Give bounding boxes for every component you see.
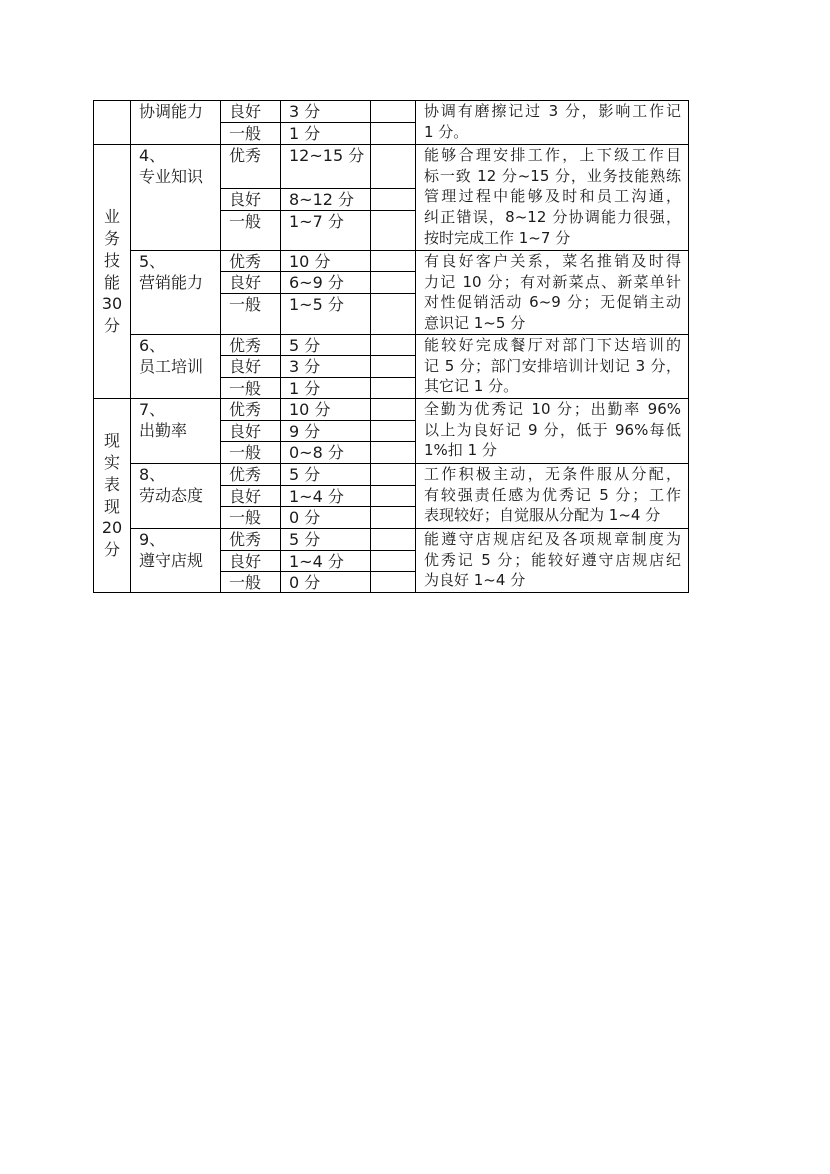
description-cell xyxy=(416,399,689,464)
category-char: 务 xyxy=(103,229,120,249)
grade-level: 良好 xyxy=(221,272,281,294)
item-cell xyxy=(131,145,221,251)
description-line: 全勤为优秀记 10 分；出勤率 96% xyxy=(424,400,681,418)
category-char: 现 xyxy=(103,496,120,516)
grade-level: 优秀 xyxy=(221,529,281,551)
blank-cell xyxy=(371,507,416,529)
blank-cell xyxy=(371,421,416,442)
grade-level: 良好 xyxy=(221,189,281,211)
grade-level: 优秀 xyxy=(221,251,281,272)
grade-score: 8~12 分 xyxy=(281,189,371,211)
grade-score: 5 分 xyxy=(281,335,371,356)
grade-level: 优秀 xyxy=(221,399,281,421)
blank-cell xyxy=(371,572,416,593)
category-char: 现 xyxy=(103,431,120,451)
description-line: 记 5 分；部门安排培训计划记 3 分， xyxy=(424,356,681,375)
item-name: 专业知识 xyxy=(139,167,204,186)
blank-cell xyxy=(371,189,416,211)
grade-level: 优秀 xyxy=(221,145,281,189)
category-char: 分 xyxy=(103,315,120,335)
description-line: 为良好 1~4 分 xyxy=(424,571,526,590)
grade-level: 良好 xyxy=(221,356,281,378)
grade-level: 一般 xyxy=(221,211,281,251)
blank-cell xyxy=(371,551,416,572)
category-cell-empty xyxy=(94,101,131,145)
grade-level: 一般 xyxy=(221,507,281,529)
grade-score: 1~7 分 xyxy=(281,211,371,251)
description-line: 有较强责任感为优秀记 5 分；工作 xyxy=(424,485,681,504)
grade-score: 1 分 xyxy=(281,378,371,399)
category-char: 20 xyxy=(101,518,123,538)
item-cell xyxy=(131,251,221,335)
blank-cell xyxy=(371,272,416,294)
blank-cell xyxy=(371,335,416,356)
item-number: 6、 xyxy=(139,336,166,355)
category-cell xyxy=(94,145,131,399)
table-row xyxy=(94,529,689,551)
grade-level: 一般 xyxy=(221,572,281,593)
blank-cell xyxy=(371,529,416,551)
grade-score: 5 分 xyxy=(281,464,371,486)
description-cell xyxy=(416,251,689,335)
item-cell xyxy=(131,335,221,399)
assessment-table xyxy=(93,100,689,593)
table-row xyxy=(94,335,689,356)
item-name: 协调能力 xyxy=(139,102,204,121)
description-line: 能够合理安排工作，上下级工作目 xyxy=(424,146,681,164)
grade-score: 1 分 xyxy=(281,123,371,145)
blank-cell xyxy=(371,356,416,378)
blank-cell xyxy=(371,145,416,189)
category-char: 业 xyxy=(103,207,120,227)
blank-cell xyxy=(371,294,416,335)
grade-level: 一般 xyxy=(221,378,281,399)
blank-cell xyxy=(371,123,416,145)
item-name: 劳动态度 xyxy=(139,486,204,505)
table-row xyxy=(94,399,689,421)
item-name: 出勤率 xyxy=(139,421,188,440)
item-number: 9、 xyxy=(139,530,166,549)
description-line: 标一致 12 分~15 分，业务技能熟练 xyxy=(424,166,681,185)
grade-score: 0 分 xyxy=(281,572,371,593)
category-cell xyxy=(94,399,131,593)
description-line: 1 分。 xyxy=(424,122,469,141)
description-line: 意识记 1~5 分 xyxy=(424,314,526,333)
item-number: 7、 xyxy=(139,400,166,419)
description-line: 工作积极主动，无条件服从分配， xyxy=(424,465,681,483)
category-char: 能 xyxy=(103,272,120,292)
table-row xyxy=(94,251,689,272)
table-row xyxy=(94,101,689,123)
item-cell xyxy=(131,399,221,464)
grade-level: 良好 xyxy=(221,551,281,572)
table-row xyxy=(94,145,689,189)
grade-score: 0 分 xyxy=(281,507,371,529)
grade-level: 优秀 xyxy=(221,464,281,486)
grade-level: 良好 xyxy=(221,421,281,442)
description-cell xyxy=(416,335,689,399)
blank-cell xyxy=(371,101,416,123)
description-line: 按时完成工作 1~7 分 xyxy=(424,228,571,247)
grade-score: 3 分 xyxy=(281,101,371,123)
item-cell xyxy=(131,101,221,145)
description-line: 协调有磨擦记过 3 分，影响工作记 xyxy=(424,102,681,120)
description-cell xyxy=(416,101,689,145)
description-line: 优秀记 5 分；能较好遵守店规店纪 xyxy=(424,550,681,569)
grade-score: 9 分 xyxy=(281,421,371,442)
description-line: 表现较好；自觉服从分配为 1~4 分 xyxy=(424,506,661,525)
blank-cell xyxy=(371,251,416,272)
description-line: 力记 10 分；有对新菜点、新菜单针 xyxy=(424,272,681,291)
item-number: 5、 xyxy=(139,252,166,271)
item-number: 8、 xyxy=(139,465,166,484)
item-number: 4、 xyxy=(139,146,166,165)
description-line: 1%扣 1 分 xyxy=(424,441,497,460)
blank-cell xyxy=(371,211,416,251)
description-line: 以上为良好记 9 分，低于 96%每低 xyxy=(424,420,681,439)
description-cell xyxy=(416,145,689,251)
description-line: 有良好客户关系，菜名推销及时得 xyxy=(424,252,681,270)
description-cell xyxy=(416,464,689,529)
grade-score: 3 分 xyxy=(281,356,371,378)
description-cell xyxy=(416,529,689,593)
grade-score: 1~4 分 xyxy=(281,551,371,572)
grade-score: 0~8 分 xyxy=(281,442,371,464)
category-char: 30 xyxy=(101,294,123,314)
grade-level: 一般 xyxy=(221,294,281,335)
description-line: 对性促销活动 6~9 分；无促销主动 xyxy=(424,293,681,312)
category-char: 实 xyxy=(103,453,120,473)
description-line: 纠正错误，8~12 分协调能力很强， xyxy=(424,208,681,227)
description-line: 其它记 1 分。 xyxy=(424,377,519,396)
description-line: 能较好完成餐厅对部门下达培训的 xyxy=(424,336,681,354)
item-cell xyxy=(131,529,221,593)
blank-cell xyxy=(371,442,416,464)
grade-score: 12~15 分 xyxy=(281,145,371,189)
grade-score: 1~4 分 xyxy=(281,486,371,507)
grade-score: 5 分 xyxy=(281,529,371,551)
grade-score: 10 分 xyxy=(281,399,371,421)
table-row xyxy=(94,464,689,486)
category-char: 技 xyxy=(103,250,120,270)
item-name: 营销能力 xyxy=(139,273,204,292)
blank-cell xyxy=(371,399,416,421)
grade-score: 6~9 分 xyxy=(281,272,371,294)
description-line: 管理过程中能够及时和员工沟通， xyxy=(424,187,681,206)
blank-cell xyxy=(371,378,416,399)
blank-cell xyxy=(371,486,416,507)
grade-score: 10 分 xyxy=(281,251,371,272)
item-name: 员工培训 xyxy=(139,357,204,376)
grade-level: 优秀 xyxy=(221,335,281,356)
grade-level: 良好 xyxy=(221,486,281,507)
grade-level: 一般 xyxy=(221,123,281,145)
category-char: 分 xyxy=(103,539,120,559)
item-cell xyxy=(131,464,221,529)
item-name: 遵守店规 xyxy=(139,551,204,570)
description-line: 能遵守店规店纪及各项规章制度为 xyxy=(424,530,681,548)
category-char: 表 xyxy=(103,474,120,494)
grade-level: 一般 xyxy=(221,442,281,464)
grade-score: 1~5 分 xyxy=(281,294,371,335)
blank-cell xyxy=(371,464,416,486)
grade-level: 良好 xyxy=(221,101,281,123)
